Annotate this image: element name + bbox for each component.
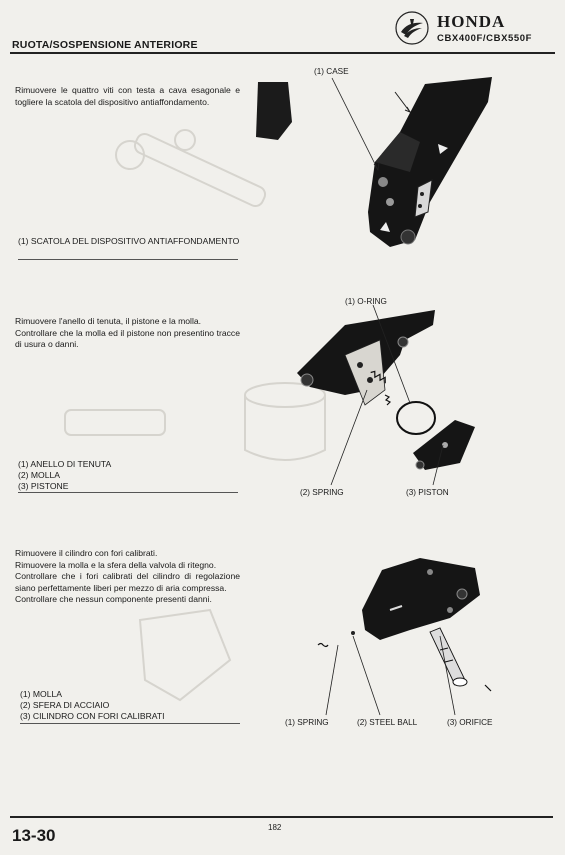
step-3-legend-item-2: (2) SFERA DI ACCIAIO [20, 700, 110, 710]
callout-piston: (3) PISTON [406, 488, 449, 497]
section-title: RUOTA/SOSPENSIONE ANTERIORE [12, 39, 198, 51]
step-1-legend-rule [18, 259, 238, 260]
step-3-legend-item-1: (1) MOLLA [20, 689, 63, 699]
callout-orifice: (3) ORIFICE [447, 718, 493, 727]
callout-o-ring: (1) O-RING [345, 297, 387, 306]
step-3-legend-rule [20, 723, 240, 724]
step-2-piston-illustration [285, 295, 495, 495]
ghost-illustration-3 [120, 600, 260, 710]
step-2-legend-item-1: (1) ANELLO DI TENUTA [18, 459, 112, 469]
step-1-text: Rimuovere le quattro viti con testa a cava esagonale e togliere la scatola del dispositivo antiaffondamento. [15, 85, 240, 107]
callout-spring-2: (1) SPRING [285, 718, 329, 727]
step-2-text: Rimuovere l'anello di tenuta, il pistone e la molla. Controllare che la molla ed il pistone non presentino tracce di usura o danni. [15, 316, 240, 349]
step-1-legend-item: (1) SCATOLA DEL DISPOSITIVO ANTIAFFONDAMENTO [18, 236, 240, 246]
step-3-orifice-illustration [290, 550, 500, 720]
honda-wing-logo-icon [394, 10, 430, 46]
step-1-case-illustration [250, 62, 500, 262]
page-number: 13-30 [12, 826, 56, 845]
center-page-number: 182 [268, 823, 282, 832]
model-name: CBX400F/CBX550F [437, 33, 533, 44]
step-2-legend-item-3: (3) PISTONE [18, 481, 69, 491]
step-3-text: Rimuovere il cilindro con fori calibrati. Rimuovere la molla e la sfera della valvola di ritegno. Controllare che i fori calibrati del cilindro di regolazione siano perfettamente liberi per mezzo di aria compressa. Controllare che nessun componente presenti danni. [15, 548, 240, 604]
footer-rule [10, 816, 553, 818]
brand-name: HONDA [437, 12, 506, 31]
header-rule [10, 52, 555, 54]
callout-case: (1) CASE [314, 67, 349, 76]
step-2-legend-item-2: (2) MOLLA [18, 470, 61, 480]
callout-steel-ball: (2) STEEL BALL [357, 718, 418, 727]
step-3-legend-item-3: (3) CILINDRO CON FORI CALIBRATI [20, 711, 165, 721]
step-2-legend-rule [18, 492, 238, 493]
callout-spring: (2) SPRING [300, 488, 344, 497]
